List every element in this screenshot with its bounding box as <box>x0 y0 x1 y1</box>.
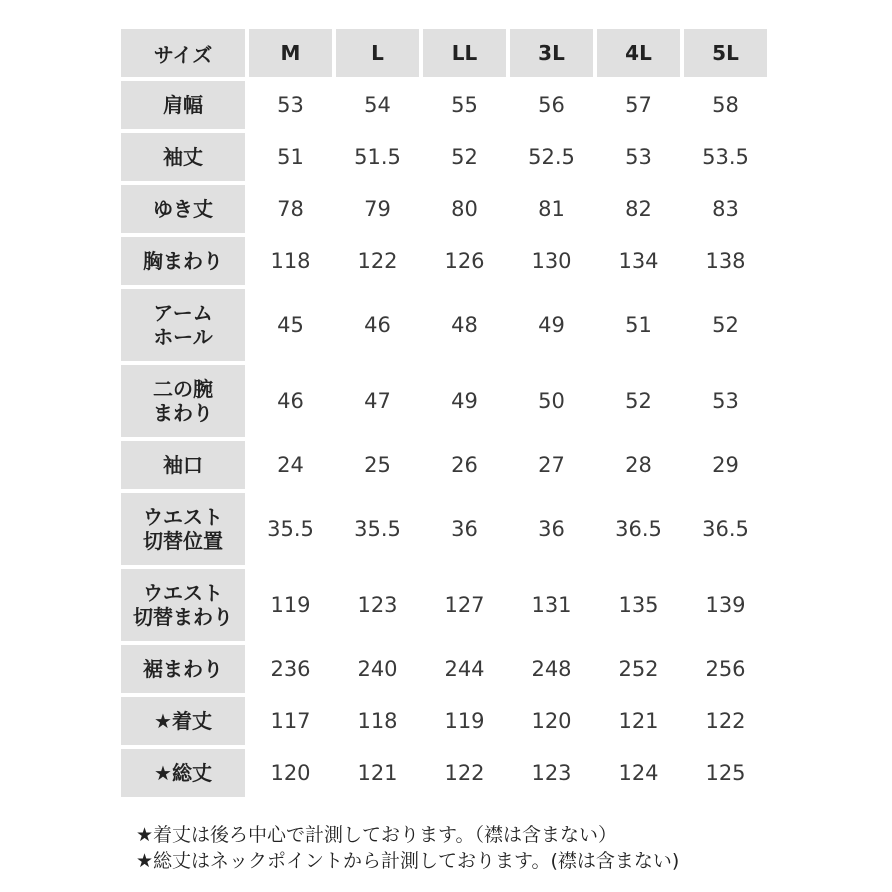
table-cell: 46 <box>364 313 391 337</box>
row-label: ゆき丈 <box>121 185 245 233</box>
row-label: ★着丈 <box>121 697 245 745</box>
table-cell: 53 <box>625 145 652 169</box>
table-row <box>121 441 767 489</box>
table-cell: 81 <box>538 197 565 221</box>
table-cell: 236 <box>270 657 311 681</box>
note-sou-take: ★総丈はネックポイントから計測しております。(襟は含まない) <box>136 850 680 872</box>
table-cell: 256 <box>705 657 746 681</box>
table-cell: 35.5 <box>354 517 401 541</box>
table-cell: 52 <box>712 313 739 337</box>
size-header-l: L <box>336 29 419 77</box>
row-label: 袖口 <box>121 441 245 489</box>
table-cell: 45 <box>277 313 304 337</box>
table-cell: 119 <box>270 593 311 617</box>
table-cell: 27 <box>538 453 565 477</box>
table-cell: 125 <box>705 761 746 785</box>
table-cell: 29 <box>712 453 739 477</box>
size-header-ll: LL <box>423 29 506 77</box>
table-cell: 118 <box>270 249 311 273</box>
table-cell: 50 <box>538 389 565 413</box>
table-cell: 124 <box>618 761 659 785</box>
table-cell: 126 <box>444 249 485 273</box>
size-header-m: M <box>249 29 332 77</box>
size-header-3l: 3L <box>510 29 593 77</box>
row-label: 二の腕 まわり <box>121 365 245 437</box>
row-label: ★総丈 <box>121 749 245 797</box>
table-cell: 122 <box>357 249 398 273</box>
table-cell: 79 <box>364 197 391 221</box>
table-cell: 51 <box>625 313 652 337</box>
table-cell: 252 <box>618 657 659 681</box>
table-row <box>121 185 767 233</box>
table-cell: 240 <box>357 657 398 681</box>
row-label: 裾まわり <box>121 645 245 693</box>
table-cell: 134 <box>618 249 659 273</box>
table-cell: 49 <box>451 389 478 413</box>
table-cell: 123 <box>531 761 572 785</box>
table-cell: 120 <box>270 761 311 785</box>
row-label: 袖丈 <box>121 133 245 181</box>
size-header-corner: サイズ <box>121 29 245 77</box>
table-cell: 121 <box>618 709 659 733</box>
table-row <box>121 133 767 181</box>
table-row <box>121 365 767 437</box>
table-cell: 54 <box>364 93 391 117</box>
table-cell: 139 <box>705 593 746 617</box>
table-cell: 121 <box>357 761 398 785</box>
table-cell: 35.5 <box>267 517 314 541</box>
table-cell: 138 <box>705 249 746 273</box>
note-chaku-take: ★着丈は後ろ中心で計測しております。（襟は含まない） <box>136 824 618 846</box>
row-label: アーム ホール <box>121 289 245 361</box>
table-cell: 51 <box>277 145 304 169</box>
table-cell: 123 <box>357 593 398 617</box>
table-cell: 122 <box>444 761 485 785</box>
table-cell: 80 <box>451 197 478 221</box>
table-cell: 49 <box>538 313 565 337</box>
table-row <box>121 493 767 565</box>
table-cell: 36.5 <box>615 517 662 541</box>
table-cell: 57 <box>625 93 652 117</box>
table-cell: 36 <box>451 517 478 541</box>
table-cell: 53 <box>277 93 304 117</box>
table-cell: 46 <box>277 389 304 413</box>
size-table <box>117 25 771 801</box>
table-cell: 127 <box>444 593 485 617</box>
table-cell: 47 <box>364 389 391 413</box>
table-row <box>121 289 767 361</box>
size-header-5l: 5L <box>684 29 767 77</box>
table-cell: 53 <box>712 389 739 413</box>
row-label: 胸まわり <box>121 237 245 285</box>
table-cell: 118 <box>357 709 398 733</box>
measurement-notes <box>136 822 756 874</box>
table-cell: 130 <box>531 249 572 273</box>
table-cell: 52 <box>451 145 478 169</box>
table-row <box>121 697 767 745</box>
table-cell: 36.5 <box>702 517 749 541</box>
table-cell: 55 <box>451 93 478 117</box>
table-row <box>121 237 767 285</box>
table-cell: 51.5 <box>354 145 401 169</box>
table-row <box>121 569 767 641</box>
table-cell: 120 <box>531 709 572 733</box>
table-cell: 52.5 <box>528 145 575 169</box>
table-cell: 119 <box>444 709 485 733</box>
table-cell: 82 <box>625 197 652 221</box>
row-label: 肩幅 <box>121 81 245 129</box>
size-header-row <box>121 29 767 77</box>
table-cell: 58 <box>712 93 739 117</box>
table-cell: 56 <box>538 93 565 117</box>
table-cell: 122 <box>705 709 746 733</box>
table-cell: 24 <box>277 453 304 477</box>
table-cell: 25 <box>364 453 391 477</box>
table-cell: 48 <box>451 313 478 337</box>
table-cell: 248 <box>531 657 572 681</box>
size-table-body <box>121 81 767 797</box>
table-cell: 26 <box>451 453 478 477</box>
table-cell: 83 <box>712 197 739 221</box>
table-cell: 36 <box>538 517 565 541</box>
table-cell: 244 <box>444 657 485 681</box>
table-cell: 78 <box>277 197 304 221</box>
row-label: ウエスト 切替まわり <box>121 569 245 641</box>
table-cell: 28 <box>625 453 652 477</box>
table-row <box>121 81 767 129</box>
table-row <box>121 645 767 693</box>
size-header-4l: 4L <box>597 29 680 77</box>
table-cell: 117 <box>270 709 311 733</box>
table-cell: 135 <box>618 593 659 617</box>
table-cell: 53.5 <box>702 145 749 169</box>
table-row <box>121 749 767 797</box>
table-cell: 131 <box>531 593 572 617</box>
table-cell: 52 <box>625 389 652 413</box>
row-label: ウエスト 切替位置 <box>121 493 245 565</box>
